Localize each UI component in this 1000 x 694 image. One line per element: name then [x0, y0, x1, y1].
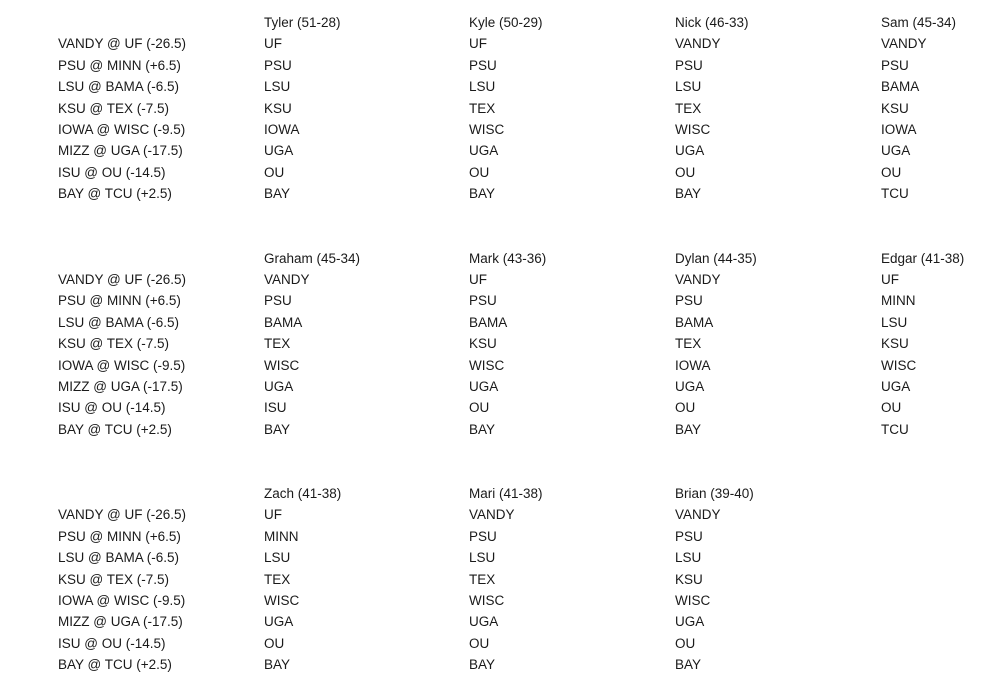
- game-label: MIZZ @ UGA (-17.5): [58, 614, 183, 630]
- game-label: IOWA @ WISC (-9.5): [58, 593, 186, 608]
- pick: PSU: [469, 293, 497, 309]
- pick: PSU: [675, 528, 703, 544]
- pick: UF: [264, 36, 282, 52]
- pick: WISC: [264, 357, 300, 373]
- header-row: [0, 248, 1000, 269]
- game-label: BAY @ TCU (+2.5): [58, 421, 172, 437]
- pick: BAY: [675, 421, 702, 437]
- pick: BAY: [264, 657, 291, 673]
- player-header: Tyler (51-28): [264, 15, 341, 30]
- pick: PSU: [264, 293, 292, 309]
- player-header: Mark (43-36): [469, 250, 547, 266]
- game-row: [0, 76, 1000, 97]
- pick: WISC: [469, 122, 505, 137]
- pick: UGA: [264, 614, 294, 630]
- pick: UGA: [469, 143, 499, 159]
- game-row: [0, 526, 1000, 547]
- pick: UGA: [469, 378, 499, 394]
- game-label: IOWA @ WISC (-9.5): [58, 357, 186, 373]
- pick: LSU: [469, 79, 496, 95]
- pick: UF: [469, 36, 487, 52]
- pick: VANDY: [264, 271, 310, 287]
- pick: UGA: [469, 614, 499, 630]
- pick: WISC: [264, 593, 300, 608]
- pick: TCU: [881, 421, 909, 437]
- pick: UGA: [264, 143, 294, 159]
- game-row: [0, 119, 1000, 140]
- game-label: VANDY @ UF (-26.5): [58, 271, 186, 287]
- pick: WISC: [469, 357, 505, 373]
- pick: WISC: [469, 593, 505, 608]
- game-label: LSU @ BAMA (-6.5): [58, 550, 179, 566]
- pick: BAY: [675, 186, 702, 202]
- game-row: [0, 55, 1000, 76]
- pick: BAMA: [469, 314, 508, 330]
- header-row: [0, 483, 1000, 504]
- pick: VANDY: [675, 36, 721, 52]
- game-row: [0, 569, 1000, 590]
- pick: UGA: [675, 614, 705, 630]
- pick: KSU: [469, 336, 497, 352]
- pick: KSU: [881, 100, 909, 116]
- pick: OU: [881, 400, 902, 416]
- game-label: IOWA @ WISC (-9.5): [58, 122, 186, 137]
- game-row: [0, 333, 1000, 354]
- game-row: [0, 290, 1000, 311]
- game-row: [0, 355, 1000, 376]
- pick: OU: [881, 164, 902, 180]
- pick: BAY: [264, 186, 291, 202]
- pick: IOWA: [675, 357, 711, 373]
- pick: PSU: [469, 57, 497, 73]
- pick: UGA: [675, 378, 705, 394]
- pick: TEX: [469, 571, 496, 587]
- pick: UGA: [264, 378, 294, 394]
- game-row: [0, 183, 1000, 204]
- pick: VANDY: [675, 507, 721, 523]
- pick: OU: [675, 400, 696, 416]
- pick: OU: [469, 635, 490, 651]
- pick: TEX: [264, 336, 291, 352]
- pick: WISC: [881, 357, 917, 373]
- game-row: [0, 397, 1000, 418]
- game-row: [0, 162, 1000, 183]
- pick: TEX: [469, 100, 496, 116]
- pick: WISC: [675, 593, 711, 608]
- pick: BAY: [469, 186, 496, 202]
- game-label: LSU @ BAMA (-6.5): [58, 314, 179, 330]
- game-label: LSU @ BAMA (-6.5): [58, 79, 179, 95]
- pick: LSU: [264, 79, 291, 95]
- player-header: Dylan (44-35): [675, 250, 757, 266]
- player-header: Graham (45-34): [264, 250, 361, 266]
- game-row: [0, 33, 1000, 54]
- pick: OU: [469, 164, 490, 180]
- game-label: ISU @ OU (-14.5): [58, 635, 166, 651]
- pick: OU: [675, 164, 696, 180]
- game-label: PSU @ MINN (+6.5): [58, 57, 181, 73]
- pick: LSU: [675, 79, 702, 95]
- pick: BAY: [469, 657, 496, 673]
- pick: VANDY: [469, 507, 515, 523]
- header-row: [0, 12, 1000, 33]
- game-label: PSU @ MINN (+6.5): [58, 293, 181, 309]
- game-row: [0, 547, 1000, 568]
- game-label: ISU @ OU (-14.5): [58, 400, 166, 416]
- player-header: Mari (41-38): [469, 486, 543, 501]
- player-header: Edgar (41-38): [881, 250, 965, 266]
- pick: IOWA: [264, 122, 300, 137]
- game-row: [0, 590, 1000, 611]
- pick: LSU: [675, 550, 702, 566]
- pick: MINN: [264, 528, 299, 544]
- game-label: VANDY @ UF (-26.5): [58, 36, 186, 52]
- game-row: [0, 98, 1000, 119]
- pick: OU: [264, 164, 285, 180]
- game-label: BAY @ TCU (+2.5): [58, 186, 172, 202]
- game-row: [0, 611, 1000, 632]
- pick: BAMA: [675, 314, 714, 330]
- game-label: BAY @ TCU (+2.5): [58, 657, 172, 673]
- pick: VANDY: [881, 36, 927, 52]
- game-label: ISU @ OU (-14.5): [58, 164, 166, 180]
- pick: KSU: [675, 571, 703, 587]
- player-header: Zach (41-38): [264, 486, 342, 501]
- pick: TCU: [881, 186, 909, 202]
- game-label: KSU @ TEX (-7.5): [58, 571, 169, 587]
- game-row: [0, 504, 1000, 525]
- pick: OU: [469, 400, 490, 416]
- pick: WISC: [675, 122, 711, 137]
- pick: BAY: [675, 657, 702, 673]
- pick: UF: [469, 271, 487, 287]
- player-header: Nick (46-33): [675, 15, 749, 30]
- pick: PSU: [675, 57, 703, 73]
- game-label: KSU @ TEX (-7.5): [58, 336, 169, 352]
- pick: UGA: [881, 143, 911, 159]
- pick: TEX: [675, 100, 702, 116]
- pick: BAMA: [264, 314, 303, 330]
- pick: BAY: [264, 421, 291, 437]
- pick: MINN: [881, 293, 916, 309]
- game-label: MIZZ @ UGA (-17.5): [58, 378, 183, 394]
- pick: KSU: [881, 336, 909, 352]
- pick: UF: [881, 271, 899, 287]
- pick: IOWA: [881, 122, 917, 137]
- game-row: [0, 633, 1000, 654]
- game-label: VANDY @ UF (-26.5): [58, 507, 186, 523]
- player-header: Brian (39-40): [675, 486, 754, 501]
- pick: VANDY: [675, 271, 721, 287]
- game-row: [0, 140, 1000, 161]
- pick: BAY: [469, 421, 496, 437]
- pick: LSU: [264, 550, 291, 566]
- game-label: PSU @ MINN (+6.5): [58, 528, 181, 544]
- pick: KSU: [264, 100, 292, 116]
- pick: TEX: [264, 571, 291, 587]
- pick: ISU: [264, 400, 287, 416]
- pick: UGA: [675, 143, 705, 159]
- pick: BAMA: [881, 79, 920, 95]
- pick: UF: [264, 507, 282, 523]
- game-row: [0, 269, 1000, 290]
- game-label: KSU @ TEX (-7.5): [58, 100, 169, 116]
- pick: PSU: [469, 528, 497, 544]
- game-row: [0, 419, 1000, 440]
- player-header: Kyle (50-29): [469, 15, 543, 30]
- pick: OU: [264, 635, 285, 651]
- pick: PSU: [264, 57, 292, 73]
- game-row: [0, 376, 1000, 397]
- pick: TEX: [675, 336, 702, 352]
- game-row: [0, 654, 1000, 675]
- pick: UGA: [881, 378, 911, 394]
- game-label: MIZZ @ UGA (-17.5): [58, 143, 183, 159]
- pick: LSU: [469, 550, 496, 566]
- pick: OU: [675, 635, 696, 651]
- pick: PSU: [881, 57, 909, 73]
- player-header: Sam (45-34): [881, 15, 957, 30]
- pick: PSU: [675, 293, 703, 309]
- game-row: [0, 312, 1000, 333]
- pick: LSU: [881, 314, 908, 330]
